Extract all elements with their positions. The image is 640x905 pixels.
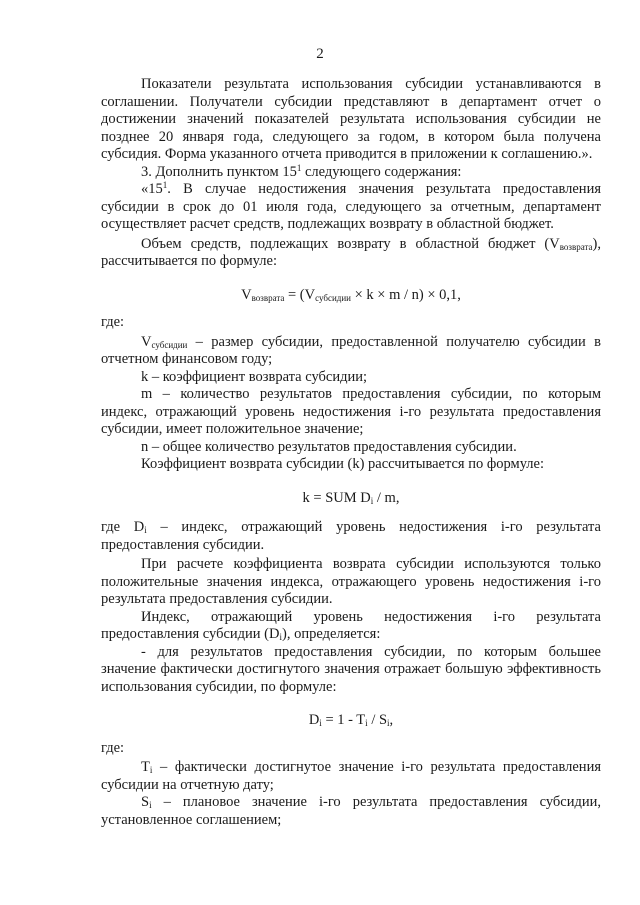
paragraph-results-formula: - для результатов предоставления субсидии, по которым большее значение фактически достигнутого значения отражает большую эффективность использования субсидии, по формуле: bbox=[101, 643, 601, 695]
formula-coefficient: k = SUM $D_i$ / m, bbox=[302, 489, 400, 506]
document-body bbox=[101, 76, 601, 829]
formula-index: $D_i = 1 - T_i / S_i$, bbox=[308, 712, 394, 728]
paragraph-report-requirements: Показатели результата использования субсидии устанавливаются в соглашении. Получатели субсидии представляют в департамент отчет о достижении значений показателей результата использования субсидии не позднее 20 января года, следующего за годом, в котором была получена субсидия. Форма указанного отчета приводится в приложении к соглашению.». bbox=[101, 76, 601, 162]
page-number: 2 bbox=[316, 46, 324, 62]
paragraph-index-definition: Индекс, отражающий уровень недостижения i-го результата предоставления субсидии $(D_i)$, определяется: bbox=[101, 608, 601, 642]
definition-k: k – коэффициент возврата субсидии; bbox=[141, 368, 368, 385]
paragraph-clause-15-1: «$15^1$. В случае недостижения значения результата предоставления субсидии в срок до 01 июля года, следующего за отчетным, департамент осуществляет расчет средств, подлежащих возврату в областной бюджет. bbox=[101, 180, 601, 232]
paragraph-positive-values: При расчете коэффициента возврата субсидии используются только положительные значения индекса, отражающего уровень недостижения i-го результата предоставления субсидии. bbox=[101, 556, 601, 607]
paragraph-where-di: где $D_i$ – индекс, отражающий уровень недостижения i-го результата предоставления субсидии. bbox=[101, 519, 601, 553]
paragraph-add-clause: 3. Дополнить пунктом $15^1$ следующего содержания: bbox=[141, 162, 462, 180]
definition-n: n – общее количество результатов предоставления субсидии. bbox=[141, 438, 517, 455]
where-label-2: где: bbox=[101, 739, 125, 756]
paragraph-refund-volume: Объем средств, подлежащих возврату в областной бюджет $(V_{возврата})$, рассчитывается по формуле: bbox=[101, 235, 601, 269]
paragraph-coefficient: Коэффициент возврата субсидии (k) рассчитывается по формуле: bbox=[141, 456, 545, 472]
definition-m: m – количество результатов предоставления субсидии, по которым индекс, отражающий уровень недостижения i-го результата предоставления субсидии, имеет положительное значение; bbox=[101, 386, 601, 437]
formula-refund: $V_{возврата} = (V_{субсидии} \times k \times m / n) \times 0,1$, bbox=[241, 286, 461, 303]
definition-v-subsidy: $V_{субсидии}$ – размер субсидии, предоставленной получателю субсидии в отчетном финансовом году; bbox=[101, 333, 601, 367]
where-label-1: где: bbox=[101, 314, 125, 330]
definition-t: $T_i$ – фактически достигнутое значение i-го результата предоставления субсидии на отчетную дату; bbox=[101, 759, 601, 793]
definition-s: $S_i$ – плановое значение i-го результата предоставления субсидии, установленное соглашением; bbox=[101, 794, 601, 828]
